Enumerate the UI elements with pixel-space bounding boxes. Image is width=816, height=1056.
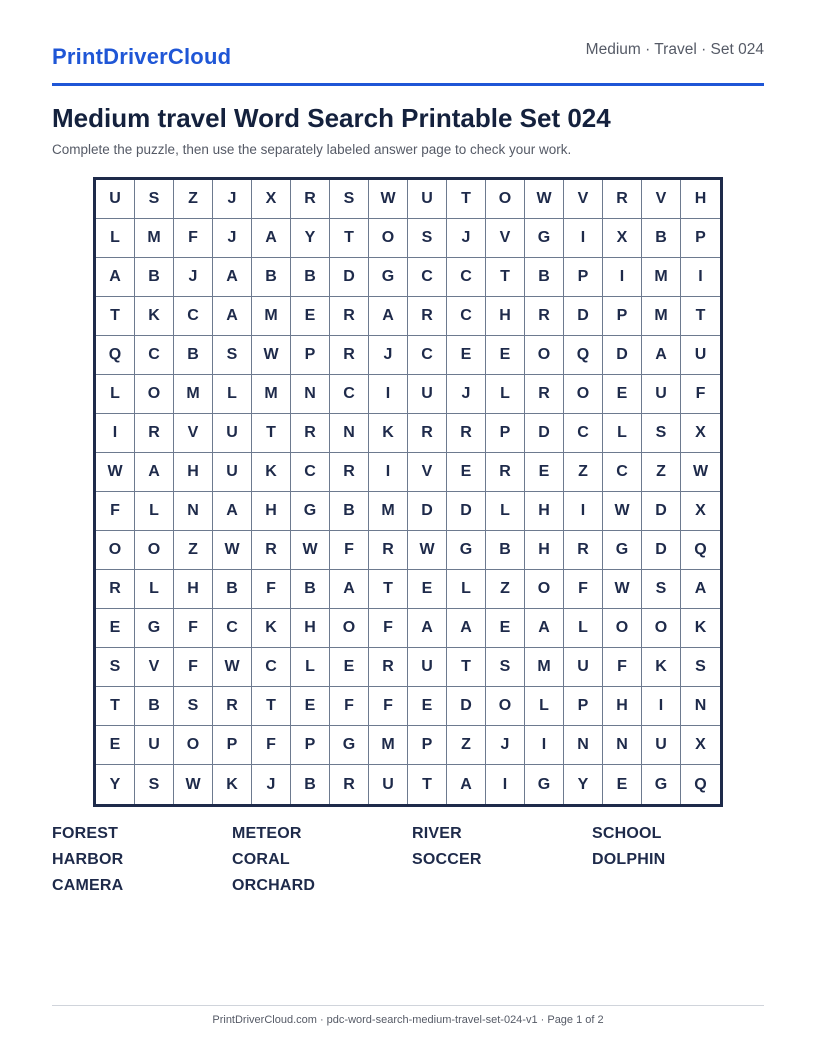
grid-cell: R (291, 414, 330, 453)
grid-cell: G (642, 765, 681, 804)
grid-cell: R (369, 648, 408, 687)
grid-cell: L (213, 375, 252, 414)
word-list-item: RIVER (412, 825, 462, 842)
grid-cell: W (369, 180, 408, 219)
grid-cell: E (291, 297, 330, 336)
page-header (52, 38, 764, 82)
grid-cell: H (681, 180, 720, 219)
grid-cell: T (681, 297, 720, 336)
grid-cell: U (642, 375, 681, 414)
grid-cell: O (135, 375, 174, 414)
puzzle-meta: Medium · Travel · Set 024 (585, 41, 764, 58)
grid-cell: H (174, 453, 213, 492)
grid-cell: M (252, 375, 291, 414)
page-footer: PrintDriverCloud.com · pdc-word-search-medium-travel-set-024-v1 · Page 1 of 2 (212, 1014, 604, 1026)
page-subtitle: Complete the puzzle, then use the separately labeled answer page to check your work. (52, 142, 572, 157)
grid-cell: T (369, 570, 408, 609)
grid-cell: X (681, 726, 720, 765)
grid-cell: X (681, 492, 720, 531)
grid-cell: G (135, 609, 174, 648)
grid-cell: P (291, 726, 330, 765)
grid-cell: A (525, 609, 564, 648)
grid-cell: L (525, 687, 564, 726)
grid-cell: R (330, 336, 369, 375)
grid-cell: P (564, 258, 603, 297)
grid-cell: P (291, 336, 330, 375)
grid-cell: V (564, 180, 603, 219)
grid-cell: Z (642, 453, 681, 492)
grid-cell: R (447, 414, 486, 453)
grid-cell: M (369, 492, 408, 531)
grid-cell: O (642, 609, 681, 648)
grid-cell: W (603, 492, 642, 531)
grid-cell: I (564, 219, 603, 258)
grid-cell: U (213, 453, 252, 492)
grid-cell: J (447, 219, 486, 258)
word-list-item: CAMERA (52, 877, 124, 894)
grid-cell: S (486, 648, 525, 687)
grid-cell: A (642, 336, 681, 375)
grid-cell: A (330, 570, 369, 609)
grid-cell: J (213, 219, 252, 258)
page-title: Medium travel Word Search Printable Set 024 (52, 103, 611, 133)
grid-cell: T (330, 219, 369, 258)
grid-cell: B (174, 336, 213, 375)
grid-cell: S (330, 180, 369, 219)
grid-cell: I (369, 453, 408, 492)
grid-cell: K (642, 648, 681, 687)
footer-divider (52, 1005, 764, 1006)
grid-cell: N (603, 726, 642, 765)
grid-cell: D (447, 492, 486, 531)
grid-cell: F (252, 570, 291, 609)
grid-cell: O (525, 570, 564, 609)
grid-cell: H (291, 609, 330, 648)
grid-cell: W (681, 453, 720, 492)
grid-cell: A (213, 297, 252, 336)
grid-cell: X (681, 414, 720, 453)
grid-cell: E (603, 375, 642, 414)
grid-cell: A (135, 453, 174, 492)
grid-cell: I (642, 687, 681, 726)
grid-cell: R (213, 687, 252, 726)
grid-cell: R (408, 297, 447, 336)
grid-cell: A (408, 609, 447, 648)
grid-cell: G (603, 531, 642, 570)
grid-cell: H (525, 492, 564, 531)
grid-cell: V (486, 219, 525, 258)
word-list (52, 825, 772, 903)
grid-cell: O (369, 219, 408, 258)
grid-cell: S (642, 414, 681, 453)
grid-cell: G (525, 219, 564, 258)
grid-cell: B (135, 687, 174, 726)
word-search-grid (93, 177, 723, 807)
grid-cell: B (252, 258, 291, 297)
grid-cell: F (330, 687, 369, 726)
grid-cell: V (174, 414, 213, 453)
grid-cell: W (291, 531, 330, 570)
grid-cell: C (447, 297, 486, 336)
grid-cell: C (213, 609, 252, 648)
grid-cell: K (252, 609, 291, 648)
grid-cell: L (96, 219, 135, 258)
grid-cell: W (213, 531, 252, 570)
grid-cell: D (603, 336, 642, 375)
grid-cell: U (135, 726, 174, 765)
grid-cell: J (447, 375, 486, 414)
grid-cell: F (564, 570, 603, 609)
grid-cell: H (525, 531, 564, 570)
grid-cell: E (96, 726, 135, 765)
grid-cell: T (96, 297, 135, 336)
word-list-item: CORAL (232, 851, 290, 868)
grid-cell: E (447, 453, 486, 492)
grid-cell: C (408, 258, 447, 297)
grid-cell: A (369, 297, 408, 336)
grid-cell: R (96, 570, 135, 609)
grid-cell: F (96, 492, 135, 531)
grid-cell: B (486, 531, 525, 570)
grid-cell: L (291, 648, 330, 687)
grid-cell: Z (174, 180, 213, 219)
grid-cell: C (174, 297, 213, 336)
grid-cell: A (681, 570, 720, 609)
grid-cell: P (213, 726, 252, 765)
grid-cell: N (564, 726, 603, 765)
grid-cell: X (252, 180, 291, 219)
grid-cell: O (486, 687, 525, 726)
grid-cell: M (642, 297, 681, 336)
grid-cell: N (291, 375, 330, 414)
word-list-item: ORCHARD (232, 877, 316, 894)
grid-cell: O (603, 609, 642, 648)
grid-cell: T (408, 765, 447, 804)
grid-cell: U (681, 336, 720, 375)
word-list-item: FOREST (52, 825, 119, 842)
grid-cell: S (135, 765, 174, 804)
grid-cell: M (174, 375, 213, 414)
grid-cell: K (213, 765, 252, 804)
grid-cell: A (213, 492, 252, 531)
grid-cell: R (330, 297, 369, 336)
word-list-item: SCHOOL (592, 825, 662, 842)
grid-cell: R (564, 531, 603, 570)
grid-cell: F (603, 648, 642, 687)
grid-cell: V (408, 453, 447, 492)
grid-cell: W (525, 180, 564, 219)
grid-cell: T (447, 180, 486, 219)
grid-cell: W (213, 648, 252, 687)
grid-cell: O (525, 336, 564, 375)
grid-cell: F (174, 648, 213, 687)
grid-cell: F (174, 609, 213, 648)
grid-cell: I (603, 258, 642, 297)
grid-cell: G (330, 726, 369, 765)
grid-cell: C (135, 336, 174, 375)
grid-cell: I (525, 726, 564, 765)
grid-cell: E (96, 609, 135, 648)
grid-cell: N (681, 687, 720, 726)
grid-cell: Q (564, 336, 603, 375)
grid-cell: H (252, 492, 291, 531)
brand-logo[interactable]: PrintDriverCloud (52, 44, 232, 69)
grid-cell: T (486, 258, 525, 297)
grid-cell: S (213, 336, 252, 375)
grid-cell: U (213, 414, 252, 453)
grid-cell: O (486, 180, 525, 219)
grid-cell: K (369, 414, 408, 453)
grid-cell: E (486, 336, 525, 375)
grid-cell: W (603, 570, 642, 609)
grid-cell: P (681, 219, 720, 258)
grid-cell: L (135, 492, 174, 531)
grid-cell: J (174, 258, 213, 297)
grid-cell: B (291, 570, 330, 609)
grid-cell: Q (96, 336, 135, 375)
grid-cell: R (525, 375, 564, 414)
grid-cell: S (681, 648, 720, 687)
grid-cell: D (642, 531, 681, 570)
grid-cell: R (291, 180, 330, 219)
grid-cell: E (291, 687, 330, 726)
grid-cell: O (330, 609, 369, 648)
grid-cell: P (603, 297, 642, 336)
grid-cell: G (369, 258, 408, 297)
grid-cell: U (408, 375, 447, 414)
grid-cell: W (252, 336, 291, 375)
grid-cell: G (447, 531, 486, 570)
grid-cell: T (447, 648, 486, 687)
grid-cell: Z (486, 570, 525, 609)
grid-cell: Y (564, 765, 603, 804)
grid-cell: B (642, 219, 681, 258)
grid-cell: M (525, 648, 564, 687)
grid-cell: N (330, 414, 369, 453)
word-list-item: DOLPHIN (592, 851, 666, 868)
grid-cell: D (447, 687, 486, 726)
grid-cell: D (408, 492, 447, 531)
grid-cell: M (642, 258, 681, 297)
grid-cell: M (369, 726, 408, 765)
grid-cell: F (252, 726, 291, 765)
grid-cell: Y (96, 765, 135, 804)
grid-cell: D (642, 492, 681, 531)
grid-cell: S (408, 219, 447, 258)
grid-cell: S (135, 180, 174, 219)
grid-cell: W (408, 531, 447, 570)
grid-cell: I (681, 258, 720, 297)
grid-cell: J (486, 726, 525, 765)
grid-cell: A (96, 258, 135, 297)
grid-cell: E (408, 687, 447, 726)
grid-cell: C (564, 414, 603, 453)
grid-cell: K (681, 609, 720, 648)
grid-cell: U (408, 648, 447, 687)
grid-cell: R (603, 180, 642, 219)
grid-cell: S (174, 687, 213, 726)
grid-cell: U (408, 180, 447, 219)
grid-cell: T (252, 414, 291, 453)
grid-cell: H (174, 570, 213, 609)
grid-cell: E (525, 453, 564, 492)
grid-cell: R (408, 414, 447, 453)
grid-cell: Q (694, 775, 707, 793)
grid-cell: A (252, 219, 291, 258)
grid-cell: I (486, 765, 525, 804)
grid-cell: G (525, 765, 564, 804)
grid-cell: N (174, 492, 213, 531)
grid-cell: H (603, 687, 642, 726)
grid-cell: D (564, 297, 603, 336)
grid-cell: E (330, 648, 369, 687)
grid-cell: J (369, 336, 408, 375)
grid-cell: U (96, 180, 135, 219)
grid-cell: S (96, 648, 135, 687)
grid-cell: U (564, 648, 603, 687)
grid-cell: L (447, 570, 486, 609)
word-list-item: SOCCER (412, 851, 482, 868)
grid-cell: E (486, 609, 525, 648)
grid-cell: R (369, 531, 408, 570)
grid-cell: T (252, 687, 291, 726)
grid-cell: I (369, 375, 408, 414)
grid-cell: E (447, 336, 486, 375)
grid-cell: F (369, 687, 408, 726)
grid-cell: C (408, 336, 447, 375)
grid-cell: P (408, 726, 447, 765)
grid-cell: O (96, 531, 135, 570)
grid-cell: U (369, 765, 408, 804)
grid-cell: C (291, 453, 330, 492)
word-list-item: HARBOR (52, 851, 124, 868)
grid-cell: R (330, 453, 369, 492)
grid-cell: H (486, 297, 525, 336)
grid-cell: I (96, 414, 135, 453)
grid-cell: V (135, 648, 174, 687)
grid-cell: M (135, 219, 174, 258)
grid-cell: K (135, 297, 174, 336)
grid-cell: A (447, 609, 486, 648)
grid-cell: C (447, 258, 486, 297)
grid-cell: K (252, 453, 291, 492)
grid-cell: Z (174, 531, 213, 570)
grid-cell: P (564, 687, 603, 726)
grid-cell: V (642, 180, 681, 219)
grid-cell: L (135, 570, 174, 609)
grid-cell: W (96, 453, 135, 492)
grid-cell: X (603, 219, 642, 258)
grid-cell: M (252, 297, 291, 336)
grid-cell: J (213, 180, 252, 219)
grid-cell: B (525, 258, 564, 297)
grid-cell: F (681, 375, 720, 414)
grid-cell: L (564, 609, 603, 648)
grid-cell: Z (564, 453, 603, 492)
grid-cell: R (252, 531, 291, 570)
grid-cell: P (486, 414, 525, 453)
grid-cell: W (174, 765, 213, 804)
grid-cell: C (252, 648, 291, 687)
grid-cell: B (330, 492, 369, 531)
header-divider (52, 83, 764, 86)
grid-cell: A (213, 258, 252, 297)
grid-cell: D (525, 414, 564, 453)
grid-cell: Q (681, 531, 720, 570)
grid-cell: R (525, 297, 564, 336)
grid-cell: F (174, 219, 213, 258)
grid-cell: O (564, 375, 603, 414)
grid-cell: Z (447, 726, 486, 765)
grid-cell: B (213, 570, 252, 609)
grid-cell: S (642, 570, 681, 609)
grid-cell: R (135, 414, 174, 453)
grid-cell: I (564, 492, 603, 531)
grid-cell: F (369, 609, 408, 648)
grid-cell: Y (291, 219, 330, 258)
grid-cell: E (603, 765, 642, 804)
grid-cell: E (408, 570, 447, 609)
grid-cell: F (330, 531, 369, 570)
grid-cell: L (486, 492, 525, 531)
grid-cell: C (330, 375, 369, 414)
grid-cell: L (603, 414, 642, 453)
grid-cell: B (291, 258, 330, 297)
grid-cell: O (174, 726, 213, 765)
word-list-item: METEOR (232, 825, 302, 842)
grid-cell: T (96, 687, 135, 726)
grid-cell: O (135, 531, 174, 570)
grid-cell: L (486, 375, 525, 414)
grid-cell: U (642, 726, 681, 765)
grid-cell: J (252, 765, 291, 804)
grid-cell: D (330, 258, 369, 297)
grid-cell: C (603, 453, 642, 492)
grid-cell: R (486, 453, 525, 492)
grid-cell: L (96, 375, 135, 414)
grid-cell: G (291, 492, 330, 531)
grid-cell: B (291, 765, 330, 804)
grid-cell: A (447, 765, 486, 804)
grid-cell: R (330, 765, 369, 804)
grid-cell: B (135, 258, 174, 297)
